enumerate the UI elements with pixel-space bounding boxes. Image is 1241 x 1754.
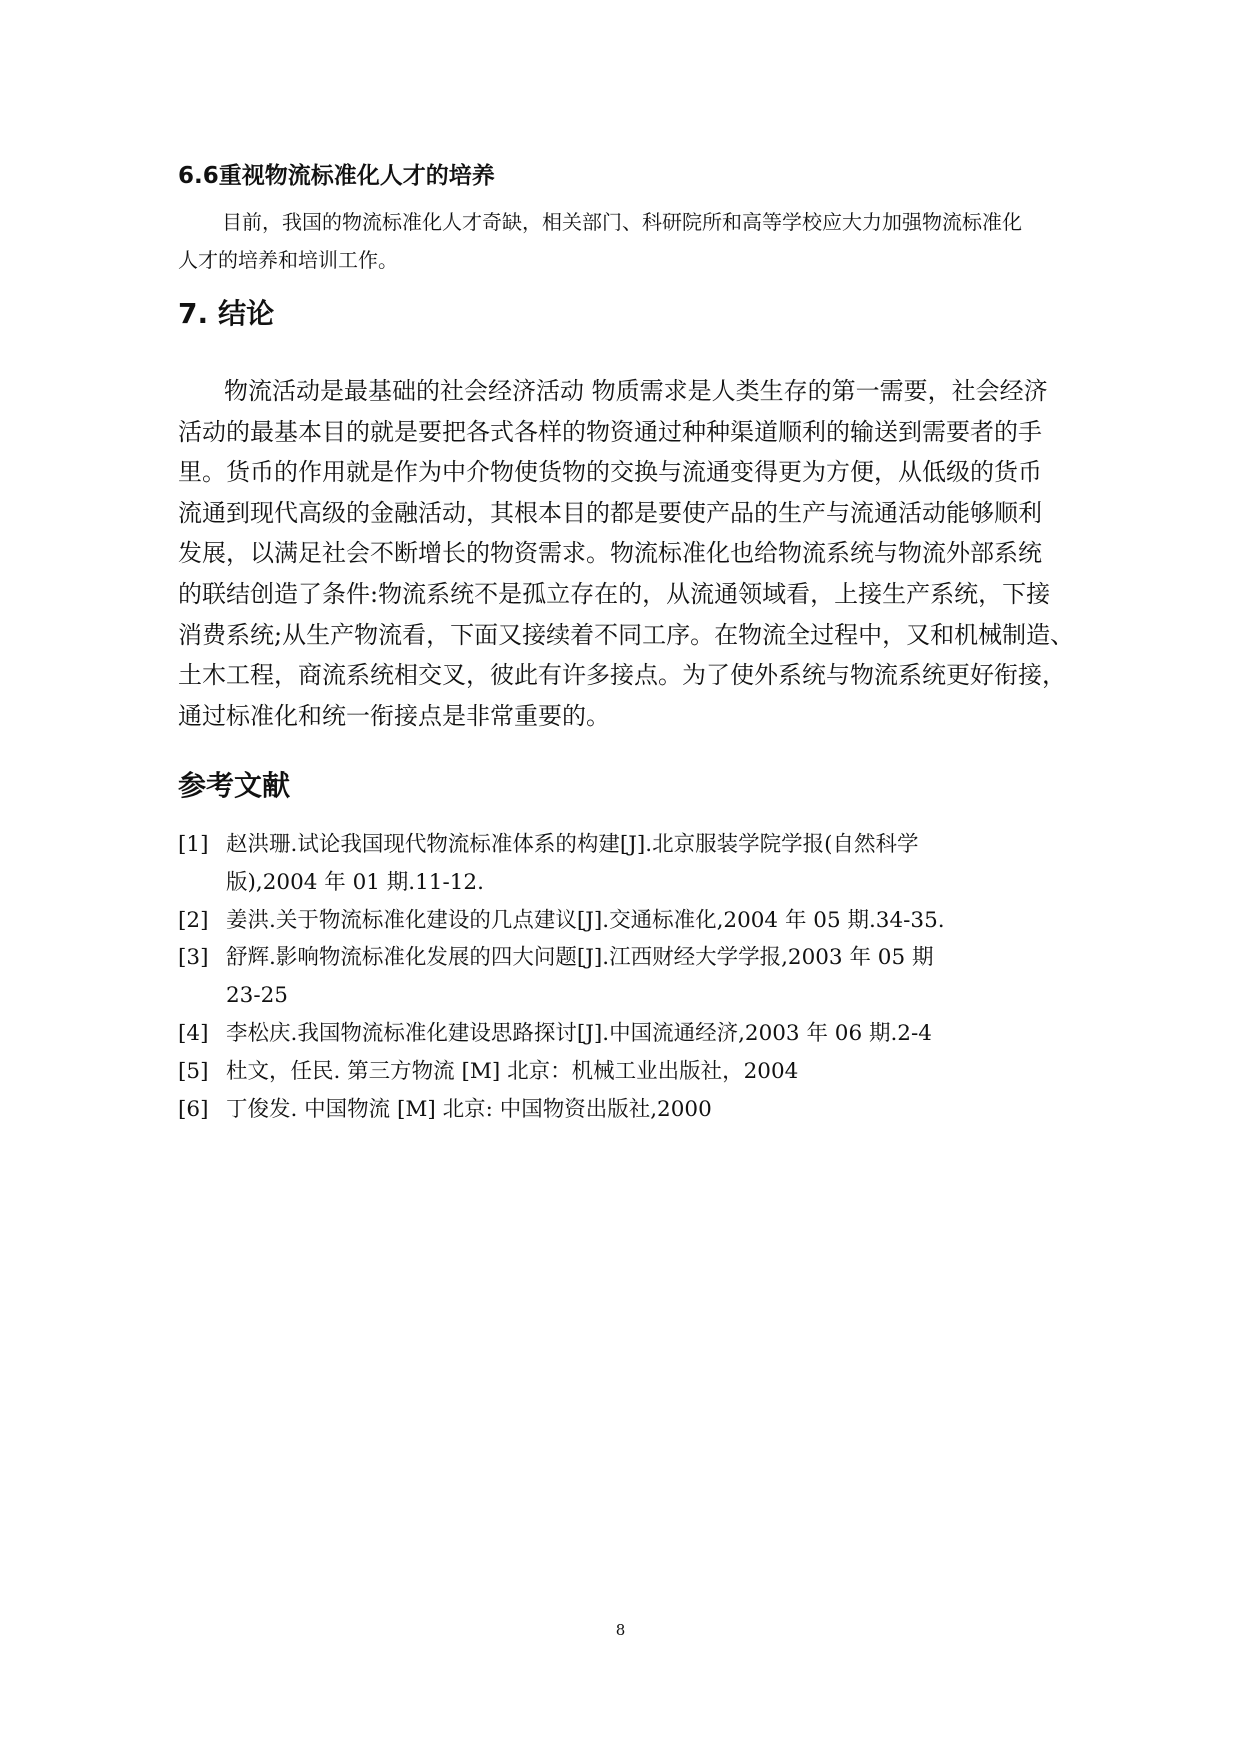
reference-item <box>178 939 1078 1015</box>
reference-text: 丁俊发. 中国物流 [M] 北京: 中国物资出版社,2000 <box>226 1096 712 1122</box>
paragraph-line: 土木工程，商流系统相交叉，彼此有许多接点。为了使外系统与物流系统更好衔接， <box>178 661 1066 690</box>
paragraph-line: 的联结创造了条件:物流系统不是孤立存在的，从流通领域看，上接生产系统，下接 <box>178 579 1051 608</box>
paragraph-line: 流通到现代高级的金融活动，其根本目的都是要使产品的生产与流通活动能够顺利 <box>178 498 1042 527</box>
paragraph-line: 目前，我国的物流标准化人才奇缺，相关部门、科研院所和高等学校应大力加强物流标准化 <box>222 210 1022 234</box>
reference-text: 李松庆.我国物流标准化建设思路探讨[J].中国流通经济,2003 年 06 期.2-4 <box>226 1020 932 1046</box>
section-number: 7. <box>178 297 209 330</box>
paragraph-line: 活动的最基本目的就是要把各式各样的物资通过种种渠道顺利的输送到需要者的手 <box>178 417 1042 446</box>
reference-index: [4] <box>178 1020 209 1046</box>
paragraph-line: 物流活动是最基础的社会经济活动 物质需求是人类生存的第一需要，社会经济 <box>224 377 1048 405</box>
reference-item <box>178 1091 1078 1129</box>
section-title: 结论 <box>218 297 275 330</box>
reference-text: 姜洪.关于物流标准化建设的几点建议[J].交通标准化,2004 年 05 期.34-35. <box>226 907 945 933</box>
reference-index: [3] <box>178 945 209 971</box>
conclusion-paragraph <box>178 371 1088 736</box>
section-heading <box>178 296 274 332</box>
paragraph-line: 发展，以满足社会不断增长的物资需求。物流标准化也给物流系统与物流外部系统 <box>178 539 1042 568</box>
reference-text: 版),2004 年 01 期.11-12. <box>226 869 484 895</box>
paragraph-line: 里。货币的作用就是作为中介物使货物的交换与流通变得更为方便，从低级的货币 <box>178 458 1042 487</box>
paragraph-line: 消费系统;从生产物流看，下面又接续着不同工序。在物流全过程中，又和机械制造、 <box>178 620 1075 649</box>
references-heading: 参考文献 <box>178 769 291 802</box>
reference-list <box>178 826 1078 1128</box>
reference-item <box>178 1053 1078 1091</box>
reference-text: 舒辉.影响物流标准化发展的四大问题[J].江西财经大学学报,2003 年 05 期 <box>226 945 934 971</box>
reference-item <box>178 902 1078 940</box>
reference-item <box>178 826 1078 902</box>
reference-text: 杜文，任民. 第三方物流 [M] 北京：机械工业出版社，2004 <box>226 1058 799 1084</box>
reference-text: 赵洪珊.试论我国现代物流标准体系的构建[J].北京服装学院学报(自然科学 <box>226 832 919 857</box>
reference-index: [6] <box>178 1096 209 1122</box>
page-number: 8 <box>615 1621 626 1639</box>
subsection-paragraph <box>178 203 1078 279</box>
reference-index: [5] <box>178 1058 209 1084</box>
reference-item <box>178 1015 1078 1053</box>
reference-text: 23-25 <box>226 983 288 1009</box>
subsection-heading: 6.6重视物流标准化人才的培养 <box>178 163 495 189</box>
paragraph-line: 人才的培养和培训工作。 <box>178 248 398 272</box>
reference-index: [1] <box>178 832 209 857</box>
reference-index: [2] <box>178 907 209 933</box>
paragraph-line: 通过标准化和统一衔接点是非常重要的。 <box>178 701 610 730</box>
